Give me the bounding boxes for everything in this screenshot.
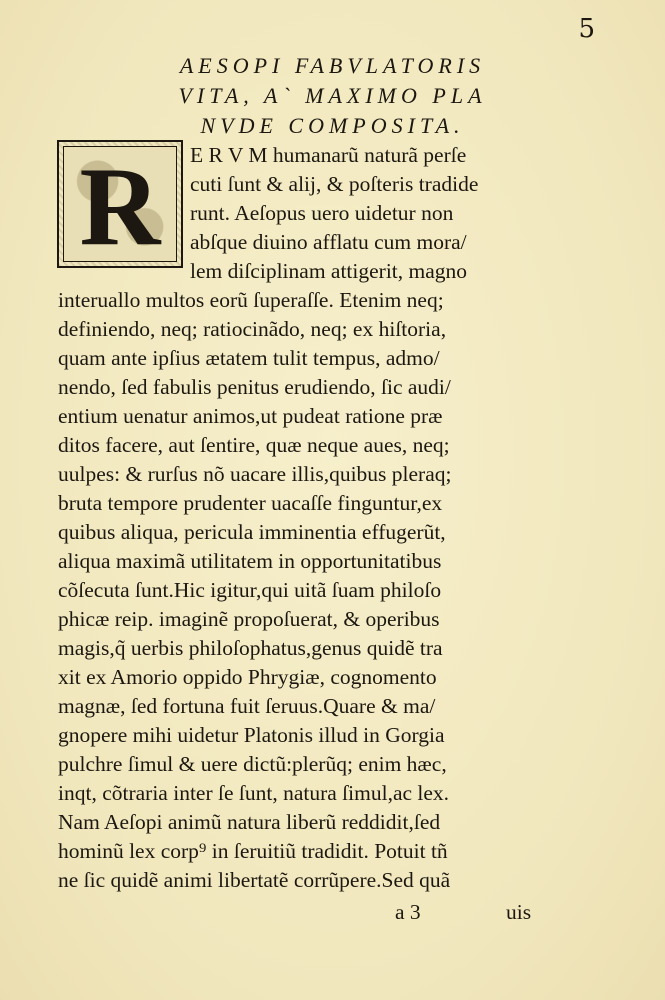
text-line: cuti ſunt & alij, & poſteris tradide (190, 172, 479, 196)
page-number: 5 (578, 14, 595, 44)
signature-mark: a 3 (395, 900, 421, 924)
text-line: entium uenatur animos,ut pudeat ratione præ (58, 404, 443, 428)
initial-letter: R (79, 145, 161, 269)
text-line: ditos facere, aut ſentire, quæ neque aues, neq; (58, 433, 450, 457)
title-line-2: VITA, A` MAXIMO PLA (178, 83, 487, 108)
text-line: abſque diuino afflatu cum mora/ (190, 230, 467, 254)
catchword: uis (506, 900, 532, 924)
text-line: magnæ, ſed fortuna fuit ſeruus.Quare & ma/ (58, 694, 436, 718)
text-line: cõſecuta ſunt.Hic igitur,qui uitã ſuam philoſo (58, 578, 442, 602)
text-line: nendo, ſed fabulis penitus erudiendo, ſic audi/ (58, 375, 451, 399)
decorated-initial (57, 140, 183, 268)
title-line-3: NVDE COMPOSITA. (200, 113, 465, 138)
text-line: xit ex Amorio oppido Phrygiæ, cognomento (58, 665, 437, 689)
text-line: quam ante ipſius ætatem tulit tempus, admo/ (58, 346, 440, 370)
text-line: lem diſciplinam attigerit, magno (190, 259, 468, 283)
text-line: E R V M humanarũ naturã perſe (190, 143, 467, 167)
text-line: runt. Aeſopus uero uidetur non (190, 201, 454, 225)
text-line: magis,q̃ uerbis philoſophatus,genus quidẽ tra (58, 636, 443, 660)
text-line: Nam Aeſopi animũ natura liberũ reddidit,ſed (58, 810, 441, 834)
text-line: aliqua maximã utilitatem in opportunitatibus (58, 549, 442, 573)
initial-ornament (63, 145, 177, 269)
text-line: ne ſic quidẽ animi libertatẽ corrũpere.Sed quã (58, 868, 451, 892)
text-line: pulchre ſimul & uere dictũ:plerũq; enim hæc, (58, 752, 447, 776)
text-line: interuallo multos eorũ ſuperaſſe. Etenim neq; (58, 288, 444, 312)
text-line: bruta tempore prudenter uacaſſe finguntur,ex (58, 491, 443, 515)
text-line: hominũ lex corp⁹ in ſeruitiũ tradidit. Potuit tñ (58, 839, 448, 863)
text-line: quibus aliqua, pericula imminentia effugerũt, (58, 520, 446, 544)
text-line: definiendo, neq; ratiocinãdo, neq; ex hiſtoria, (58, 317, 447, 341)
title-line-1: AESOPI FABVLATORIS (179, 53, 486, 78)
text-line: inqt, cõtraria inter ſe ſunt, natura ſimul,ac lex. (58, 781, 450, 805)
text-line: uulpes: & rurſus nõ uacare illis,quibus pleraq; (58, 462, 452, 486)
text-line: gnopere mihi uidetur Platonis illud in Gorgia (58, 723, 445, 747)
text-line: phicæ reip. imaginẽ propoſuerat, & operibus (58, 607, 440, 631)
